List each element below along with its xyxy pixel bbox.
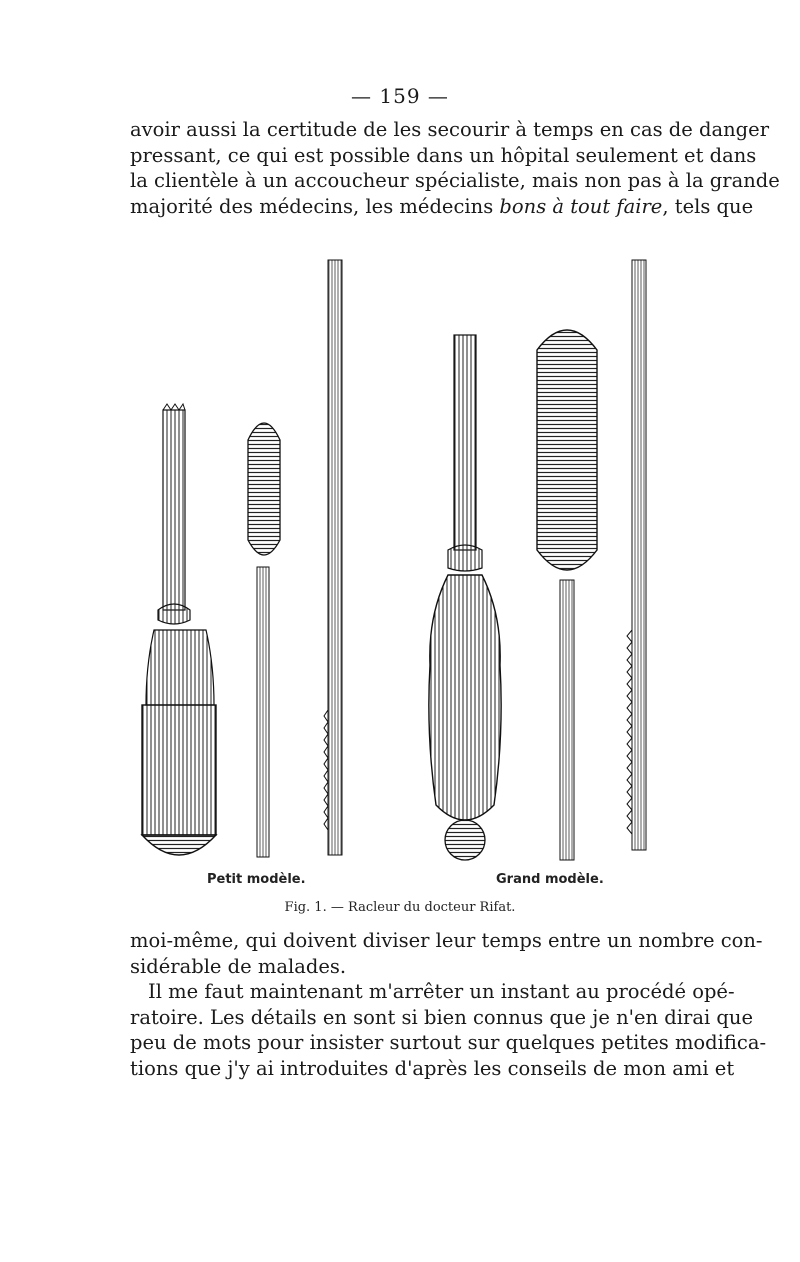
text-line: sidérable de malades.	[130, 954, 347, 978]
top-paragraph	[130, 117, 780, 219]
text-line: peu de mots pour insister surtout sur quelques petites modifica-	[130, 1031, 767, 1054]
text-line: moi-même, qui doivent diviser leur temps entre un nombre con-	[130, 929, 763, 952]
text-line: avoir aussi la certitude de les secourir à temps en cas de danger	[130, 118, 770, 141]
bottom-paragraph	[130, 928, 767, 1081]
instrument-illustration	[130, 255, 678, 865]
figure-label-large: Grand modèle.	[496, 872, 604, 887]
text-line: pressant, ce qui est possible dans un hôpital seulement et dans	[130, 143, 757, 167]
small-spatula	[248, 423, 280, 857]
text-line: la clientèle à un accoucheur spécialiste, mais non pas à la grande	[130, 169, 780, 192]
text-line	[130, 194, 754, 220]
text-line: ratoire. Les détails en sont si bien connus que je n'en dirai que	[130, 1005, 753, 1029]
figure-caption: Fig. 1. — Racleur du docteur Rifat.	[284, 900, 516, 915]
small-serrated-rasp	[324, 260, 342, 855]
large-serrated-rasp	[627, 260, 646, 850]
large-handle-instrument	[429, 335, 501, 860]
text-fragment: , tels que	[662, 194, 754, 218]
text-line: Il me faut maintenant m'arrêter un instant au procédé opé-	[148, 980, 735, 1003]
text-line: tions que j'y ai introduites d'après les conseils de mon ami et	[130, 1056, 735, 1080]
text-fragment: majorité des médecins, les médecins	[130, 194, 500, 218]
small-handle-instrument	[142, 404, 216, 855]
figure-label-small: Petit modèle.	[207, 872, 306, 887]
page-number: — 159 —	[351, 84, 449, 108]
italic-phrase: bons à tout faire	[499, 194, 663, 218]
large-spatula	[537, 330, 597, 860]
